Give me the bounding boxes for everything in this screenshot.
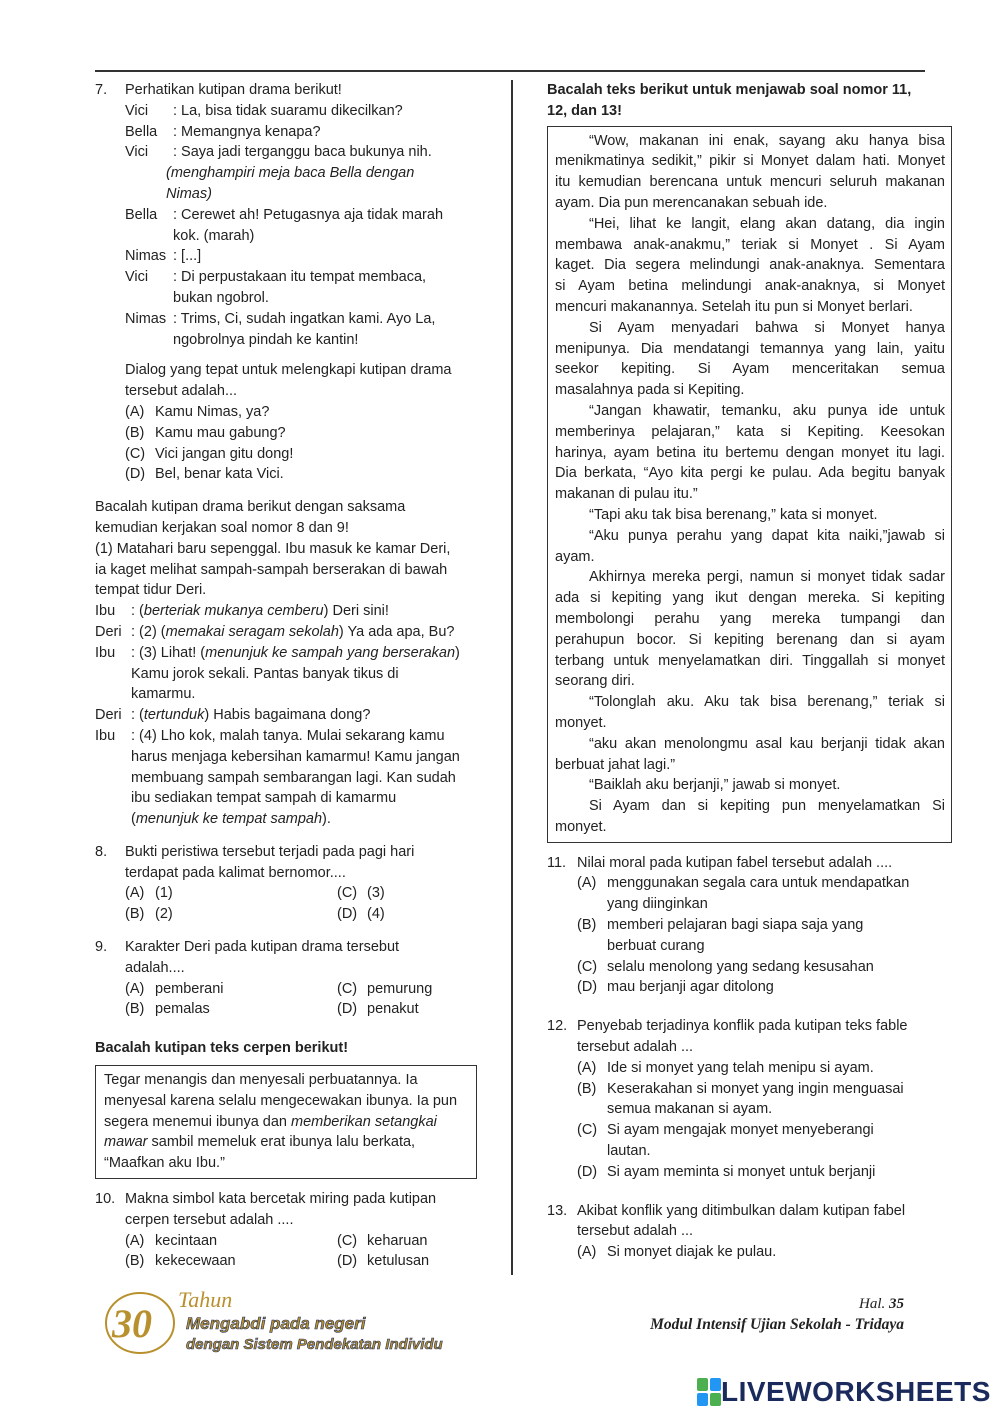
option-a[interactable]: (A) kecintaan — [125, 1232, 218, 1249]
question-7: 7. Perhatikan kutipan drama berikut! Vici : La, bisa tidak suaramu dikecilkan? Bella : Memangnya kenapa? Vici : Saya jadi terganggu baca bukunya nih. (menghampiri meja baca Bella dengan Nimas) Bella : Cerewet ah! Petugasnya aja tidak marah kok. (marah) Nimas : [...] Vici : Di perpustakaan itu tempat membaca, bukan ngobrol. Nimas : Trims, Ci, sudah ingatkan kami. Ayo La, ngobrolnya pindah ke kantin! Dialog yang tepat untuk melengkapi kutipan drama tersebut adalah... (A) Kamu Nimas, ya? (B) Kamu mau gabung? (C) Vici jangan gitu dong! (D) Bel, benar kata Vici. — [95, 80, 477, 485]
option-d[interactable]: (D) (4) — [337, 906, 385, 923]
drama-dialog: Vici : La, bisa tidak suaramu dikecilkan? Bella : Memangnya kenapa? Vici : Saya jadi terganggu baca bukunya nih. (menghampiri meja baca Bella dengan Nimas) Bella : Cerewet ah! Petugasnya aja tidak marah kok. (marah) Nimas : [...] Vici : Di perpustakaan itu tempat membaca, bukan ngobrol. Nimas : Trims, Ci, sudah ingatkan kami. Ayo La, ngobrolnya pindah ke kantin! — [125, 102, 444, 348]
fable-box: “Wow, makanan ini enak, sayang aku hanya bisa menikmatinya sedikit,” pikir si Monyet dalam hati. Monyet itu kemudian berencana untuk mencuri seluruh makanan ayam. Dia pun merencanakan sebuah ide. “Hei, lihat ke langit, elang akan datang, dia ingin membawa anak-anakmu,” teriak si Monyet . Si Ayam kaget. Dia segera melindungi anak-anaknya. Sementara si Ayam betina melindungi anak-anaknya, si Monyet mencuri makanannya. Setelah itu pun si Monyet berlari. Si Ayam menyadari bahwa si Monyet hanya menipunya. Dia mendatangi temannya yang lain, yaitu seekor kepiting. Si Ayam menceritakan semua masalahnya pada si Kepiting. “Jangan khawatir, temanku, aku punya ide untuk memberinya pelajaran,” kata si Kepiting. Keesokan harinya, ayam betina itu bertemu dengan monyet itu lagi. Dia berkata, “Ayo kita pergi ke pulau. Ada begitu banyak makanan di pulau itu.” “Tapi aku tak bisa berenang,” kata si monyet. “Aku punya perahu yang dapat kita naiki,”jawab si ayam. Akhirnya mereka pergi, namun si monyet tidak sadar ada si kepiting yang ikut dengan mereka. Si kepiting membolongi perahu yang mereka tumpangi dan perahupun bocor. Si kepiting berenang dan si ayam terbang untuk menyelamatkan diri. Tinggallah si monyet seorang diri. “Tolonglah aku. Aku tak bisa berenang,” teriak si monyet. “aku akan menolongmu asal kau berjanji tidak akan berbuat jahat lagi.” “Baiklah aku berjanji,” jawab si monyet. Si Ayam dan si kepiting pun menyelamatkan Si monyet. — [547, 126, 952, 843]
left-column — [95, 80, 477, 1272]
option-a[interactable]: (A) pemberani — [125, 980, 224, 997]
option-a[interactable]: (A) Ide si monyet yang telah menipu si ayam. — [577, 1059, 874, 1076]
right-column: Bacalah teks berikut untuk menjawab soal nomor 11, 12, dan 13! “Wow, makanan ini enak, sayang aku hanya bisa menikmatinya sedikit,” pikir si Monyet dalam hati. Monyet itu kemudian berencana untuk mencuri seluruh makanan ayam. Dia pun merencanakan sebuah ide. “Hei, lihat ke langit, elang akan datang, dia ingin membawa anak-anakmu,” teriak si Monyet . Si Ayam kaget. Dia segera melindungi anak-anaknya. Sementara si Ayam betina melindungi anak-anaknya, si Monyet mencuri makanannya. Setelah itu pun si Monyet berlari. Si Ayam menyadari bahwa si Monyet hanya menipunya. Dia mendatangi temannya yang lain, yaitu seekor kepiting. Si Ayam menceritakan semua masalahnya pada si Kepiting. “Jangan khawatir, temanku, aku punya ide untuk memberinya pelajaran,” kata si Kepiting. Keesokan harinya, ayam betina itu bertemu dengan monyet itu lagi. Dia berkata, “Ayo kita pergi ke pulau. Ada begitu banyak makanan di pulau itu.” “Tapi aku tak bisa berenang,” kata si monyet. “Aku punya perahu yang dapat kita naiki,”jawab si ayam. Akhirnya mereka pergi, namun si monyet tidak sadar ada si kepiting yang ikut dengan mereka. Si kepiting membolongi perahu yang mereka tumpangi dan perahupun bocor. Si kepiting berenang dan si ayam terbang untuk menyelamatkan diri. Tinggallah si monyet seorang diri. “Tolonglah aku. Aku tak bisa berenang,” teriak si monyet. “aku akan menolongmu asal kau berjanji tidak akan berbuat jahat lagi.” “Baiklah aku berjanji,” jawab si monyet. Si Ayam dan si kepiting pun menyelamatkan Si monyet. 11. Nilai moral pada kutipan fabel tersebut adalah .... (A) menggunakan segala cara untuk mendapatkan yang diinginkan (B) memberi pelajaran bagi siapa saja yang berbuat curang (C) selalu menolong yang sedang kesusahan (D) mau berjanji agar ditolong 12. Penyebab terjadinya konflik pada kutipan teks fable tersebut adalah ... (A) Ide si monyet yang telah menipu si ayam. (B) Keserakahan si monyet yang ingin menguasai semua makanan si ayam. (C) Si ayam mengajak monyet menyeberangi lautan. (D) Si ayam meminta si monyet untuk berjanji 13. Akibat konflik yang ditimbulkan dalam kutipan fabel tersebut adalah ... (A) Si monyet diajak ke pulau. — [547, 80, 952, 1263]
module-title: Modul Intensif Ujian Sekolah - Tridaya — [650, 1316, 904, 1333]
option-b[interactable]: (B) Keserakahan si monyet yang ingin menguasai — [577, 1080, 904, 1097]
column-divider — [511, 80, 513, 1275]
anniversary-logo — [100, 1285, 445, 1365]
top-rule — [95, 70, 925, 72]
liveworksheets-brand — [697, 1376, 991, 1408]
logo-tagline-1: Mengabdi pada negeri — [186, 1314, 366, 1333]
option-c[interactable]: (C) Si ayam mengajak monyet menyeberangi — [577, 1122, 874, 1139]
option-d[interactable]: (D) ketulusan — [337, 1253, 430, 1270]
option-a[interactable]: (A) Si monyet diajak ke pulau. — [577, 1244, 777, 1261]
option-d[interactable]: (D) mau berjanji agar ditolong — [577, 979, 774, 996]
option-d[interactable]: (D) Si ayam meminta si monyet untuk berjanji — [577, 1163, 876, 1180]
option-b[interactable]: (B) Kamu mau gabung? — [125, 424, 286, 441]
option-d[interactable]: (D) penakut — [337, 1001, 419, 1018]
option-b[interactable]: (B) pemalas — [125, 1001, 210, 1018]
option-a[interactable]: (A) (1) — [125, 885, 173, 902]
logo-number: 30 — [112, 1301, 152, 1346]
question-12: 12. Penyebab terjadinya konflik pada kutipan teks fable tersebut adalah ... (A) Ide si monyet yang telah menipu si ayam. (B) Keserakahan si monyet yang ingin menguasai semua makanan si ayam. (C) Si ayam mengajak monyet menyeberangi lautan. (D) Si ayam meminta si monyet untuk berjanji — [547, 1016, 952, 1182]
cerpen-box: Tegar menangis dan menyesali perbuatannya. Ia menyesal karena selalu mengecewakan ibunya. Ia pun segera menemui ibunya dan memberikan setangkai mawar sambil memeluk erat ibunya lalu berkata, “Maafkan aku Ibu.” — [95, 1065, 477, 1179]
liveworksheets-logo-icon — [697, 1378, 721, 1406]
page-number: Hal. 35 — [859, 1296, 904, 1312]
logo-tagline-2: dengan Sistem Pendekatan Individu — [186, 1336, 443, 1353]
question-13: 13. Akibat konflik yang ditimbulkan dalam kutipan fabel tersebut adalah ... (A) Si monyet diajak ke pulau. — [547, 1201, 952, 1263]
option-c[interactable]: (C) (3) — [337, 885, 385, 902]
fable-heading: Bacalah teks berikut untuk menjawab soal nomor 11, — [547, 82, 912, 98]
option-c[interactable]: (C) selalu menolong yang sedang kesusahan — [577, 958, 874, 975]
question-10: 10. Makna simbol kata bercetak miring pada kutipan cerpen tersebut adalah .... (A) kecintaan (C) keharuan (B) kekecewaan (D) ketulusan — [95, 1189, 477, 1272]
question-8: 8. Bukti peristiwa tersebut terjadi pada pagi hari terdapat pada kalimat bernomor.... (A) (1) (C) (3) (B) (2) (D) (4) — [95, 842, 477, 925]
option-b[interactable]: (B) kekecewaan — [125, 1253, 236, 1270]
question-9: 9. Karakter Deri pada kutipan drama tersebut adalah.... (A) pemberani (C) pemurung (B) pemalas (D) penakut — [95, 937, 477, 1020]
option-b[interactable]: (B) memberi pelajaran bagi siapa saja yang — [577, 917, 864, 934]
logo-word: Tahun — [178, 1287, 233, 1312]
option-b[interactable]: (B) (2) — [125, 906, 173, 923]
question-11: 11. Nilai moral pada kutipan fabel tersebut adalah .... (A) menggunakan segala cara untuk mendapatkan yang diinginkan (B) memberi pelajaran bagi siapa saja yang berbuat curang (C) selalu menolong yang sedang kesusahan (D) mau berjanji agar ditolong — [547, 853, 952, 999]
option-a[interactable]: (A) Kamu Nimas, ya? — [125, 403, 270, 420]
option-a[interactable]: (A) menggunakan segala cara untuk mendapatkan — [577, 875, 910, 892]
liveworksheets-wordmark: LIVEWORKSHEETS — [721, 1376, 991, 1407]
option-c[interactable]: (C) pemurung — [337, 980, 433, 997]
cerpen-heading: Bacalah kutipan teks cerpen berikut! — [95, 1040, 349, 1057]
anniversary-logo-graphic — [100, 1285, 445, 1365]
option-c[interactable]: (C) Vici jangan gitu dong! — [125, 445, 294, 462]
cerpen-section — [95, 1038, 477, 1179]
option-d[interactable]: (D) Bel, benar kata Vici. — [125, 466, 284, 483]
drama-passage-2: Bacalah kutipan drama berikut dengan saksama kemudian kerjakan soal nomor 8 dan 9! (1) Matahari baru sepenggal. Ibu masuk ke kamar Deri, ia kaget melihat sampah-sampah berserakan di bawah tempat tidur Deri. Ibu : (berteriak mukanya cemberu) Deri sini! Deri : (2) (memakai seragam sekolah) Ya ada apa, Bu? Ibu : (3) Lihat! (menunjuk ke sampah yang berserakan) Kamu jorok sekali. Pantas banyak tikus di kamarmu. Deri : (tertunduk) Habis bagaimana dong? Ibu : (4) Lho kok, malah tanya. Mulai sekarang kamu harus menjaga kebersihan kamarmu! Kamu jangan membuang sampah sembarangan lagi. Kan sudah ibu sediakan tempat sampah di kamarmu (menunjuk ke tempat sampah). — [95, 499, 460, 828]
option-c[interactable]: (C) keharuan — [337, 1232, 428, 1249]
